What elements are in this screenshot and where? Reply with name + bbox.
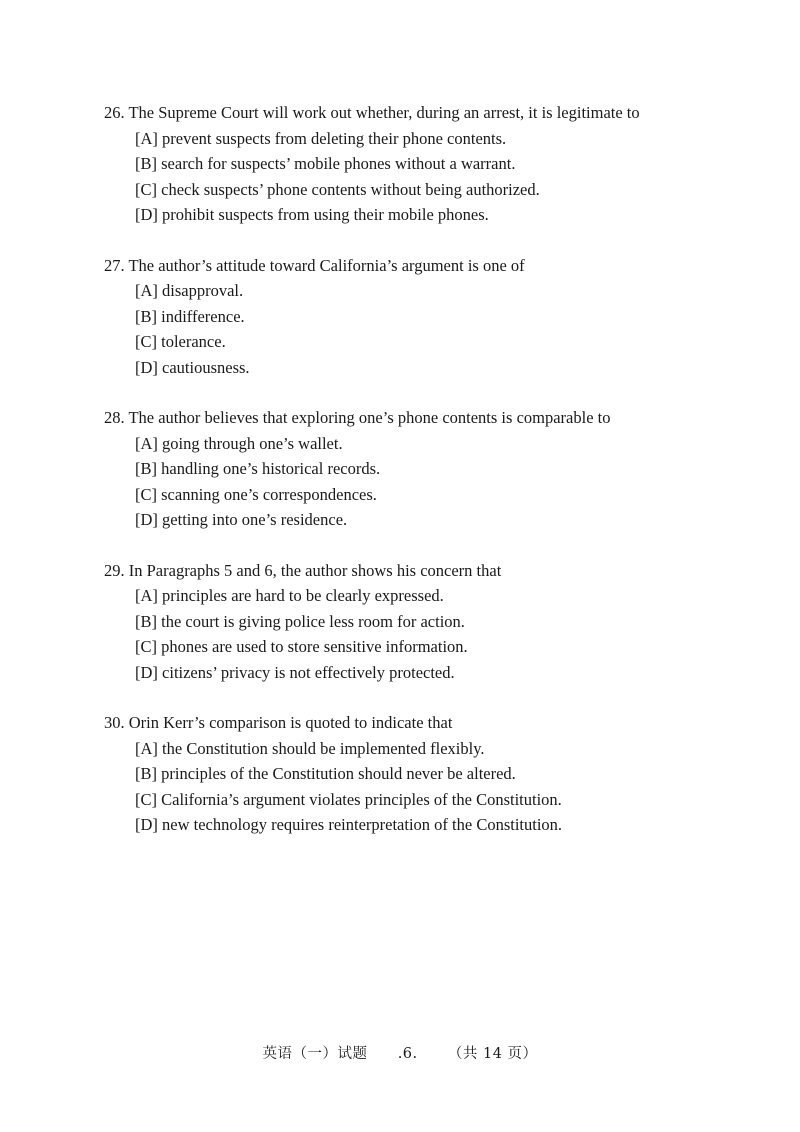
page-footer — [0, 1042, 800, 1063]
total-pages: （共 14 页） — [447, 1046, 538, 1062]
option-d: [D] cautiousness. — [135, 357, 250, 377]
question-list — [104, 100, 764, 863]
option-a: [A] disapproval. — [135, 281, 244, 300]
option-b: [B] search for suspects’ mobile phones without a warrant. — [135, 154, 516, 173]
option-c: [C] tolerance. — [135, 332, 226, 351]
question-29 — [104, 558, 764, 686]
question-stem: 29. In Paragraphs 5 and 6, the author shows his concern that — [104, 560, 502, 580]
option-c: [C] California’s argument violates principles of the Constitution. — [135, 789, 562, 809]
option-b: [B] handling one’s historical records. — [135, 459, 381, 478]
question-28 — [104, 405, 764, 533]
question-30 — [104, 710, 764, 838]
option-d: [D] citizens’ privacy is not effectively protected. — [135, 662, 455, 682]
option-c: [C] phones are used to store sensitive information. — [135, 637, 468, 656]
option-b: [B] the court is giving police less room for action. — [135, 611, 465, 631]
option-c: [C] scanning one’s correspondences. — [135, 484, 377, 504]
option-d: [D] getting into one’s residence. — [135, 510, 348, 529]
option-a: [A] going through one’s wallet. — [135, 433, 343, 453]
option-c: [C] check suspects’ phone contents without being authorized. — [135, 179, 540, 199]
option-d: [D] prohibit suspects from using their mobile phones. — [135, 205, 489, 224]
question-26 — [104, 100, 764, 228]
question-stem: 26. The Supreme Court will work out whether, during an arrest, it is legitimate to — [104, 103, 640, 122]
question-stem: 30. Orin Kerr’s comparison is quoted to indicate that — [104, 713, 453, 732]
option-b: [B] indifference. — [135, 306, 245, 326]
exam-title: 英语（一）试题 — [262, 1046, 368, 1062]
option-b: [B] principles of the Constitution should never be altered. — [135, 764, 516, 783]
option-a: [A] the Constitution should be implemented flexibly. — [135, 738, 485, 758]
question-27 — [104, 253, 764, 381]
question-stem: 28. The author believes that exploring one’s phone contents is comparable to — [104, 408, 611, 427]
question-stem: 27. The author’s attitude toward California’s argument is one of — [104, 255, 525, 275]
page-number: .6. — [397, 1046, 418, 1062]
option-d: [D] new technology requires reinterpretation of the Constitution. — [135, 815, 563, 834]
option-a: [A] prevent suspects from deleting their phone contents. — [135, 128, 507, 148]
option-a: [A] principles are hard to be clearly expressed. — [135, 586, 444, 605]
